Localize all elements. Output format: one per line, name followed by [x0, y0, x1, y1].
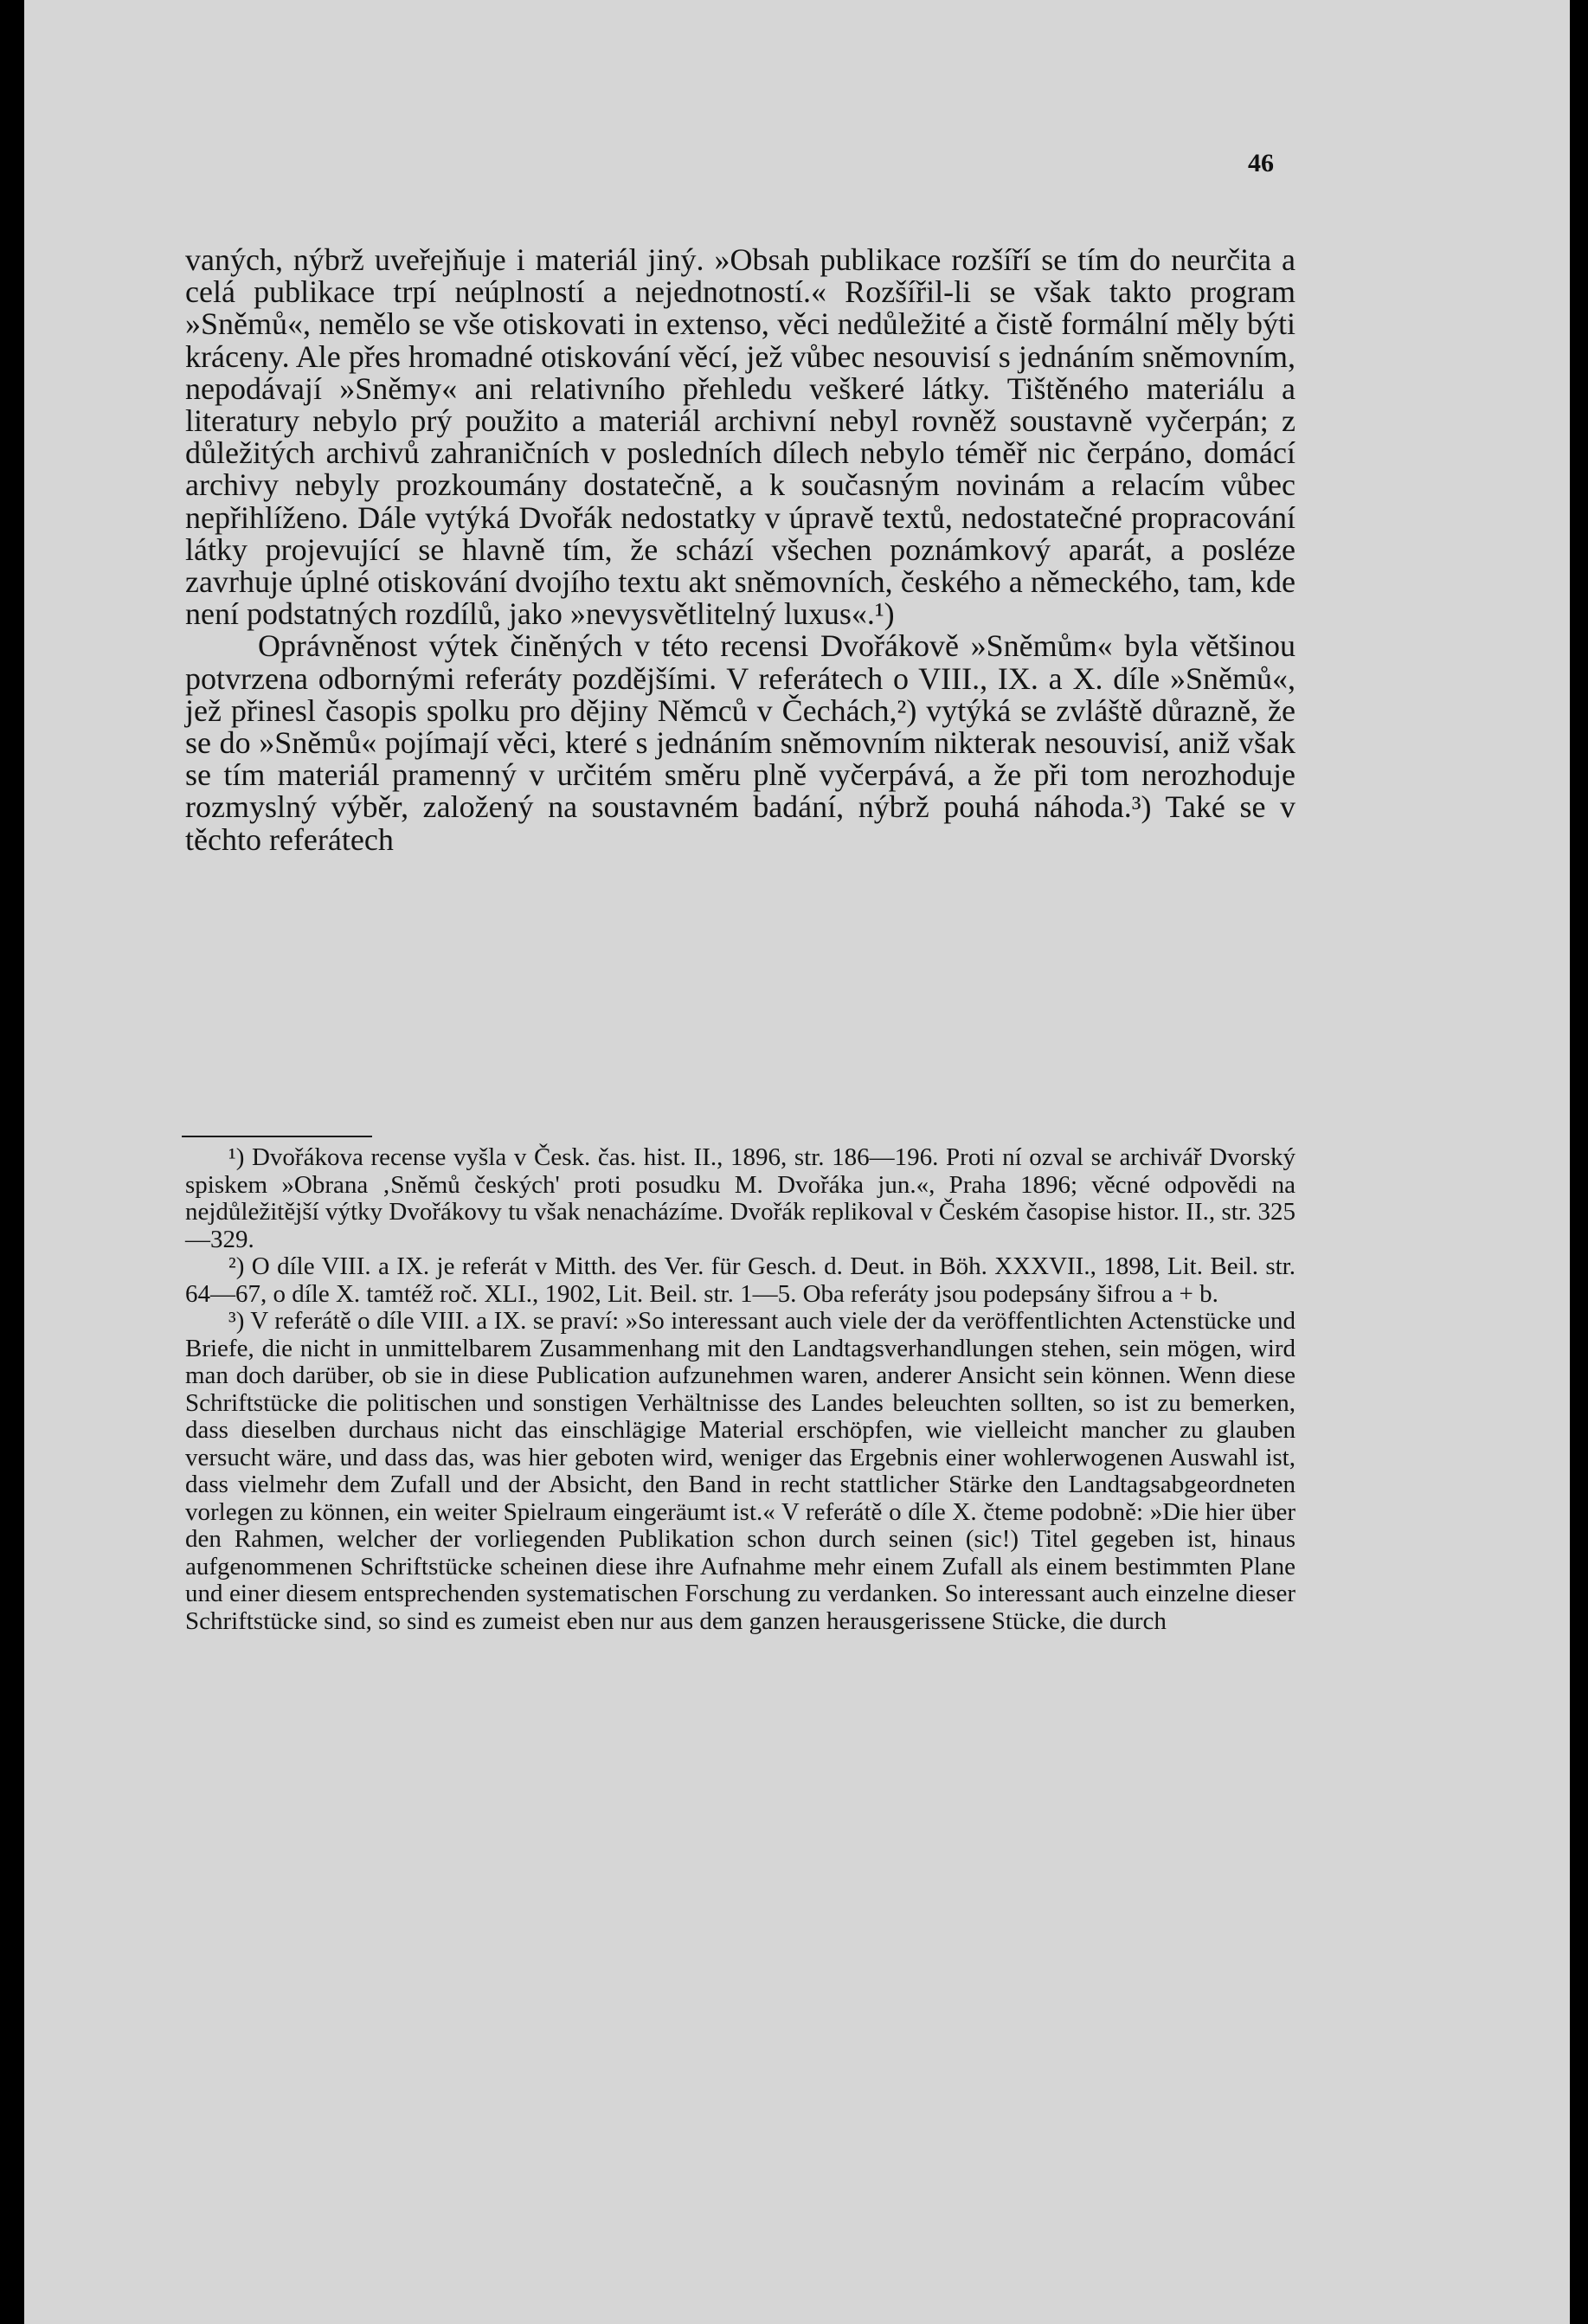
footnote-divider — [182, 1136, 372, 1137]
footnote: ³) V referátě o díle VIII. a IX. se praví: »So interessant auch viele der da veröffentlichten Actenstücke und Briefe, die nicht in unmittelbarem Zusammenhang mit den Landtagsverhandlungen stehen, sein mögen, wird man doch darüber, ob sie in diese Publication aufzunehmen waren, anderer Ansicht sein können. Wenn diese Schriftstücke die politischen und sonstigen Verhältnisse des Landes beleuchten sollten, so ist zu bemerken, dass dieselben durchaus nicht das einschlägige Material erschöpfen, wie vielleicht mancher zu glauben versucht wäre, und dass das, was hier geboten wird, weniger das Ergebnis einer wohlerwogenen Auswahl ist, dass vielmehr dem Zufall und der Absicht, den Band in recht stattlicher Stärke den Landtagsabgeordneten vorlegen zu können, ein weiter Spielraum eingeräumt ist.« V referátě o díle X. čteme podobně: »Die hier über den Rahmen, welcher der vorliegenden Publikation schon durch seinen (sic!) Titel gegeben ist, hinaus aufgenommenen Schriftstücke scheinen diese ihre Aufnahme mehr einem Zufall als einem bestimmten Plane und einer diesem entsprechenden systematischen Forschung zu verdanken. So interessant auch einzelne dieser Schriftstücke sind, so sind es zumeist eben nur aus dem ganzen herausgerissene Stücke, die durch — [185, 1307, 1295, 1635]
footnotes — [185, 1144, 1295, 1635]
footnote: ¹) Dvořákova recense vyšla v Česk. čas. hist. II., 1896, str. 186—196. Proti ní ozval se archivář Dvorský spiskem »Obrana ‚Sněmů českých' proti posudku M. Dvořáka jun.«, Praha 1896; věcné odpovědi na nejdůležitější výtky Dvořákovy tu však nenacházíme. Dvořák replikoval v Českém časopise histor. II., str. 325—329. — [185, 1143, 1295, 1253]
page-number: 46 — [1248, 149, 1274, 177]
body-paragraph: vaných, nýbrž uveřejňuje i materiál jiný. »Obsah publikace rozšíří se tím do neurčita a celá publikace trpí neúplností a nejednotností.« Rozšířil-li se však takto program »Sněmů«, nemělo se vše otiskovati in extenso, věci nedůležité a čistě formální měly býti kráceny. Ale přes hromadné otiskování věcí, jež vůbec nesouvisí s jednáním sněmovním, nepodávají »Sněmy« ani relativního přehledu veškeré látky. Tištěného materiálu a literatury nebylo prý použito a materiál archivní nebyl rovněž soustavně vyčerpán; z důležitých archivů zahraničních v posledních dílech nebylo téměř nic čerpáno, domácí archivy nebyly prozkoumány dostatečně, a k současným novinám a relacím vůbec nepřihlíženo. Dále vytýká Dvořák nedostatky v úpravě textů, nedostatečné propracování látky projevující se hlavně tím, že schází všechen poznámkový aparát, a posléze zavrhuje úplné otiskování dvojího textu akt sněmovních, českého a německého, tam, kde není podstatných rozdílů, jako »nevysvětlitelný luxus«.¹) — [185, 242, 1295, 632]
footnote: ²) O díle VIII. a IX. je referát v Mitth. des Ver. für Gesch. d. Deut. in Böh. XXXVII., 1898, Lit. Beil. str. 64—67, o díle X. tamtéž roč. XLI., 1902, Lit. Beil. str. 1—5. Oba referáty jsou podepsány šifrou a + b. — [185, 1252, 1295, 1308]
body-paragraph: Oprávněnost výtek činěných v této recensi Dvořákově »Sněmům« byla většinou potvrzena odbornými referáty pozdějšími. V referátech o VIII., IX. a X. díle »Sněmů«, jež přinesl časopis spolku pro dějiny Němců v Čechách,²) vytýká se zvláště důrazně, že se do »Sněmů« pojímají věci, které s jednáním sněmovním nikterak nesouvisí, aniž však se tím materiál pramenný v určitém směru plně vyčerpává, a že při tom nerozhoduje rozmyslný výběr, založený na soustavném badání, nýbrž pouhá náhoda.³) Také se v těchto referátech — [185, 628, 1295, 857]
body-text — [185, 244, 1295, 856]
book-page — [24, 0, 1570, 2324]
